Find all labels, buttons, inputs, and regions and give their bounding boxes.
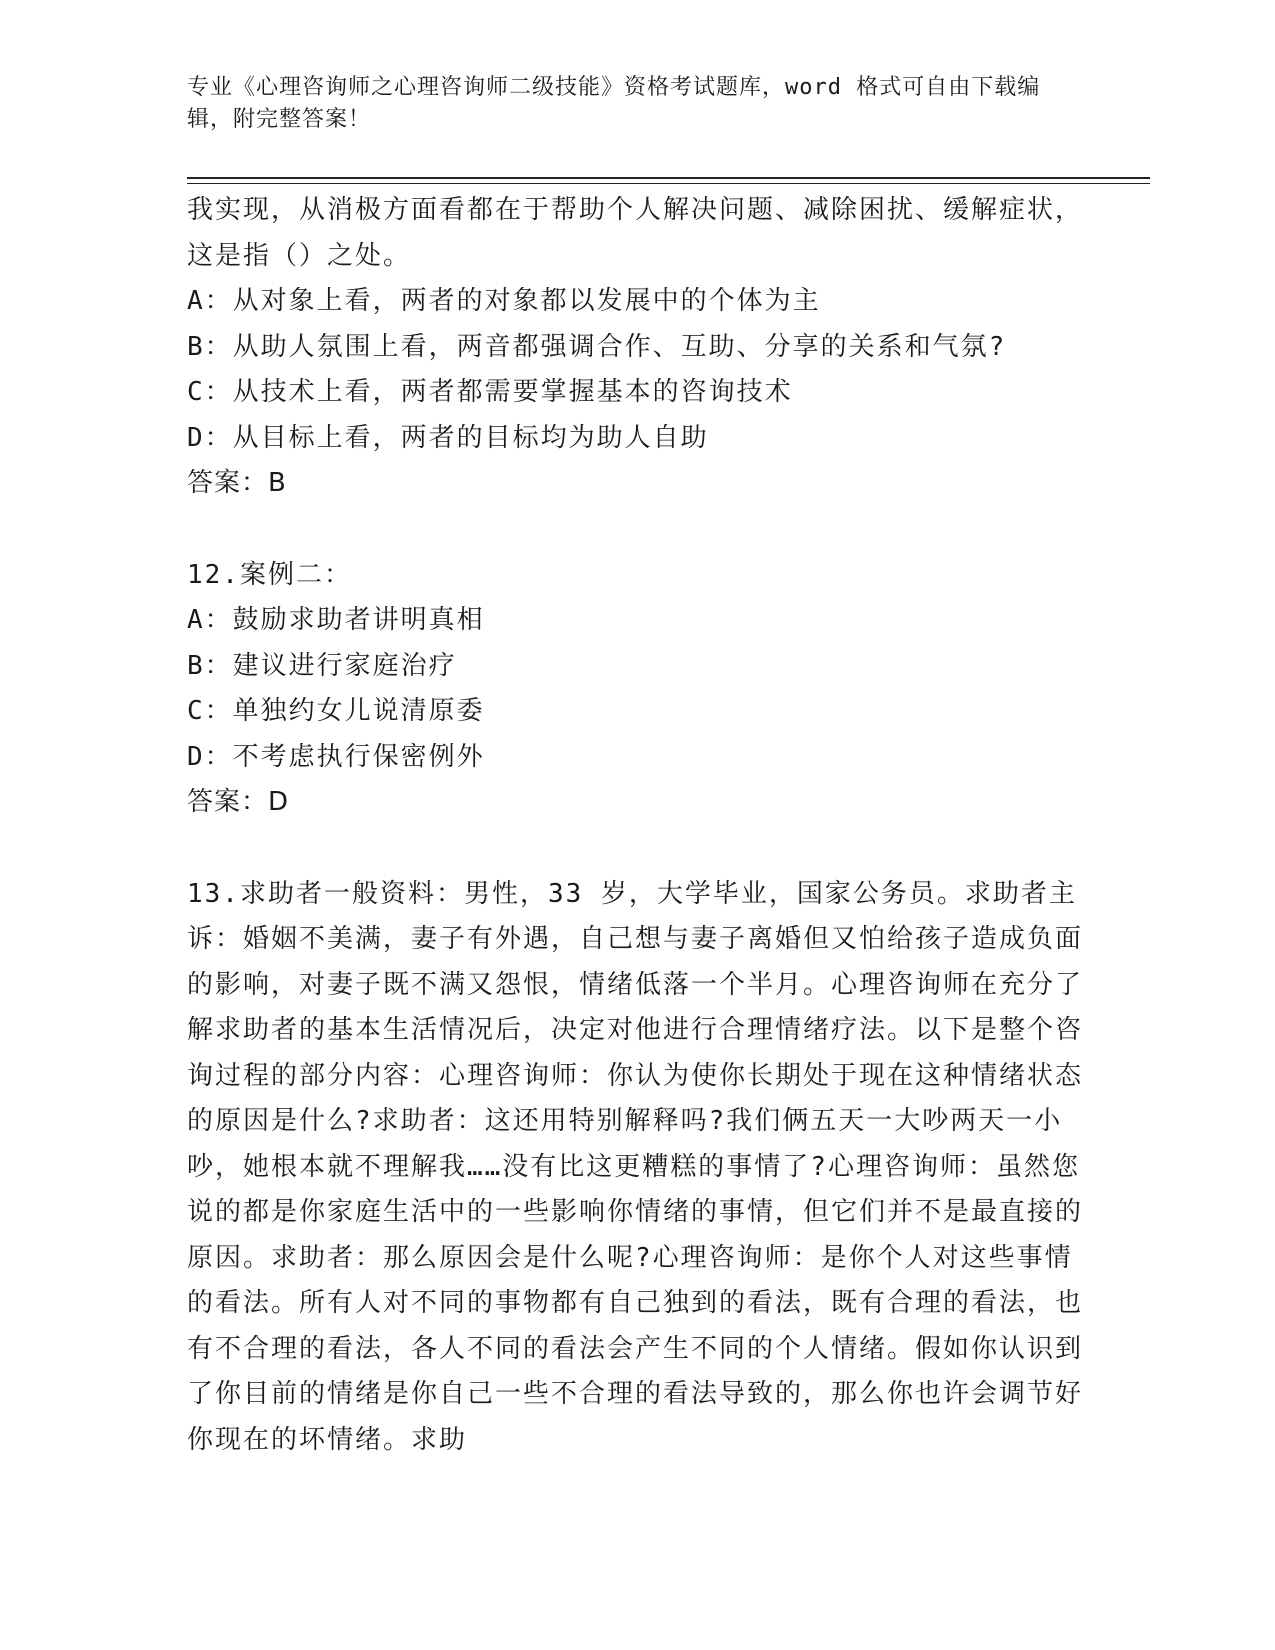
q11-answer: 答案：B xyxy=(187,468,287,498)
header-rule-thick xyxy=(187,177,1150,179)
q12-option-d: D：不考虑执行保密例外 xyxy=(187,741,485,772)
q12-option-c: C：单独约女儿说清原委 xyxy=(187,696,485,726)
q11-option-d: D：从目标上看，两者的目标均为助人自助 xyxy=(187,422,709,453)
q11-option-a: A：从对象上看，两者的对象都以发展中的个体为主 xyxy=(187,286,821,316)
q11-stem: 我实现，从消极方面看都在于帮助个人解决问题、减除困扰、缓解症状，这是指（）之处。 xyxy=(187,195,1084,271)
q11-option-c: C：从技术上看，两者都需要掌握基本的咨询技术 xyxy=(187,377,793,407)
q12-option-a: A：鼓励求助者讲明真相 xyxy=(187,605,485,635)
spacer xyxy=(187,826,1087,872)
q13-stem: 13.求助者一般资料：男性，33 岁，大学毕业，国家公务员。求助者主诉：婚姻不美满，妻子有外遇，自己想与妻子离婚但又怕给孩子造成负面的影响，对妻子既不满又怨恨，情绪低落一个半月。心理咨询师在充分了解求助者的基本生活情况后，决定对他进行合理情绪疗法。以下是整个咨询过程的部分内容：心理咨询师：你认为使你长期处于现在这种情绪状态的原因是什么?求助者：这还用特别解释吗?我们俩五天一大吵两天一小吵，她根本就不理解我……没有比这更糟糕的事情了?心理咨询师：虽然您说的都是你家庭生活中的一些影响你情绪的事情，但它们并不是最直接的原因。求助者：那么原因会是什么呢?心理咨询师：是你个人对这些事情的看法。所有人对不同的事物都有自己独到的看法，既有合理的看法，也有不合理的看法，各人不同的看法会产生不同的个人情绪。假如你认识到了你目前的情绪是你自己一些不合理的看法导致的，那么你也许会调节好你现在的坏情绪。求助 xyxy=(187,878,1084,1455)
page-header: 专业《心理咨询师之心理咨询师二级技能》资格考试题库，word 格式可自由下载编辑，附完整答案！ xyxy=(187,75,1041,132)
q12-option-b: B：建议进行家庭治疗 xyxy=(187,650,457,681)
q12-stem: 12.案例二： xyxy=(187,559,352,590)
q11-option-b: B：从助人氛围上看，两音都强调合作、互助、分享的关系和气氛? xyxy=(187,331,1007,362)
header-rule-thin xyxy=(187,183,1150,184)
spacer xyxy=(187,507,1087,553)
question-content xyxy=(187,188,1087,1463)
q12-answer: 答案：D xyxy=(187,787,290,817)
